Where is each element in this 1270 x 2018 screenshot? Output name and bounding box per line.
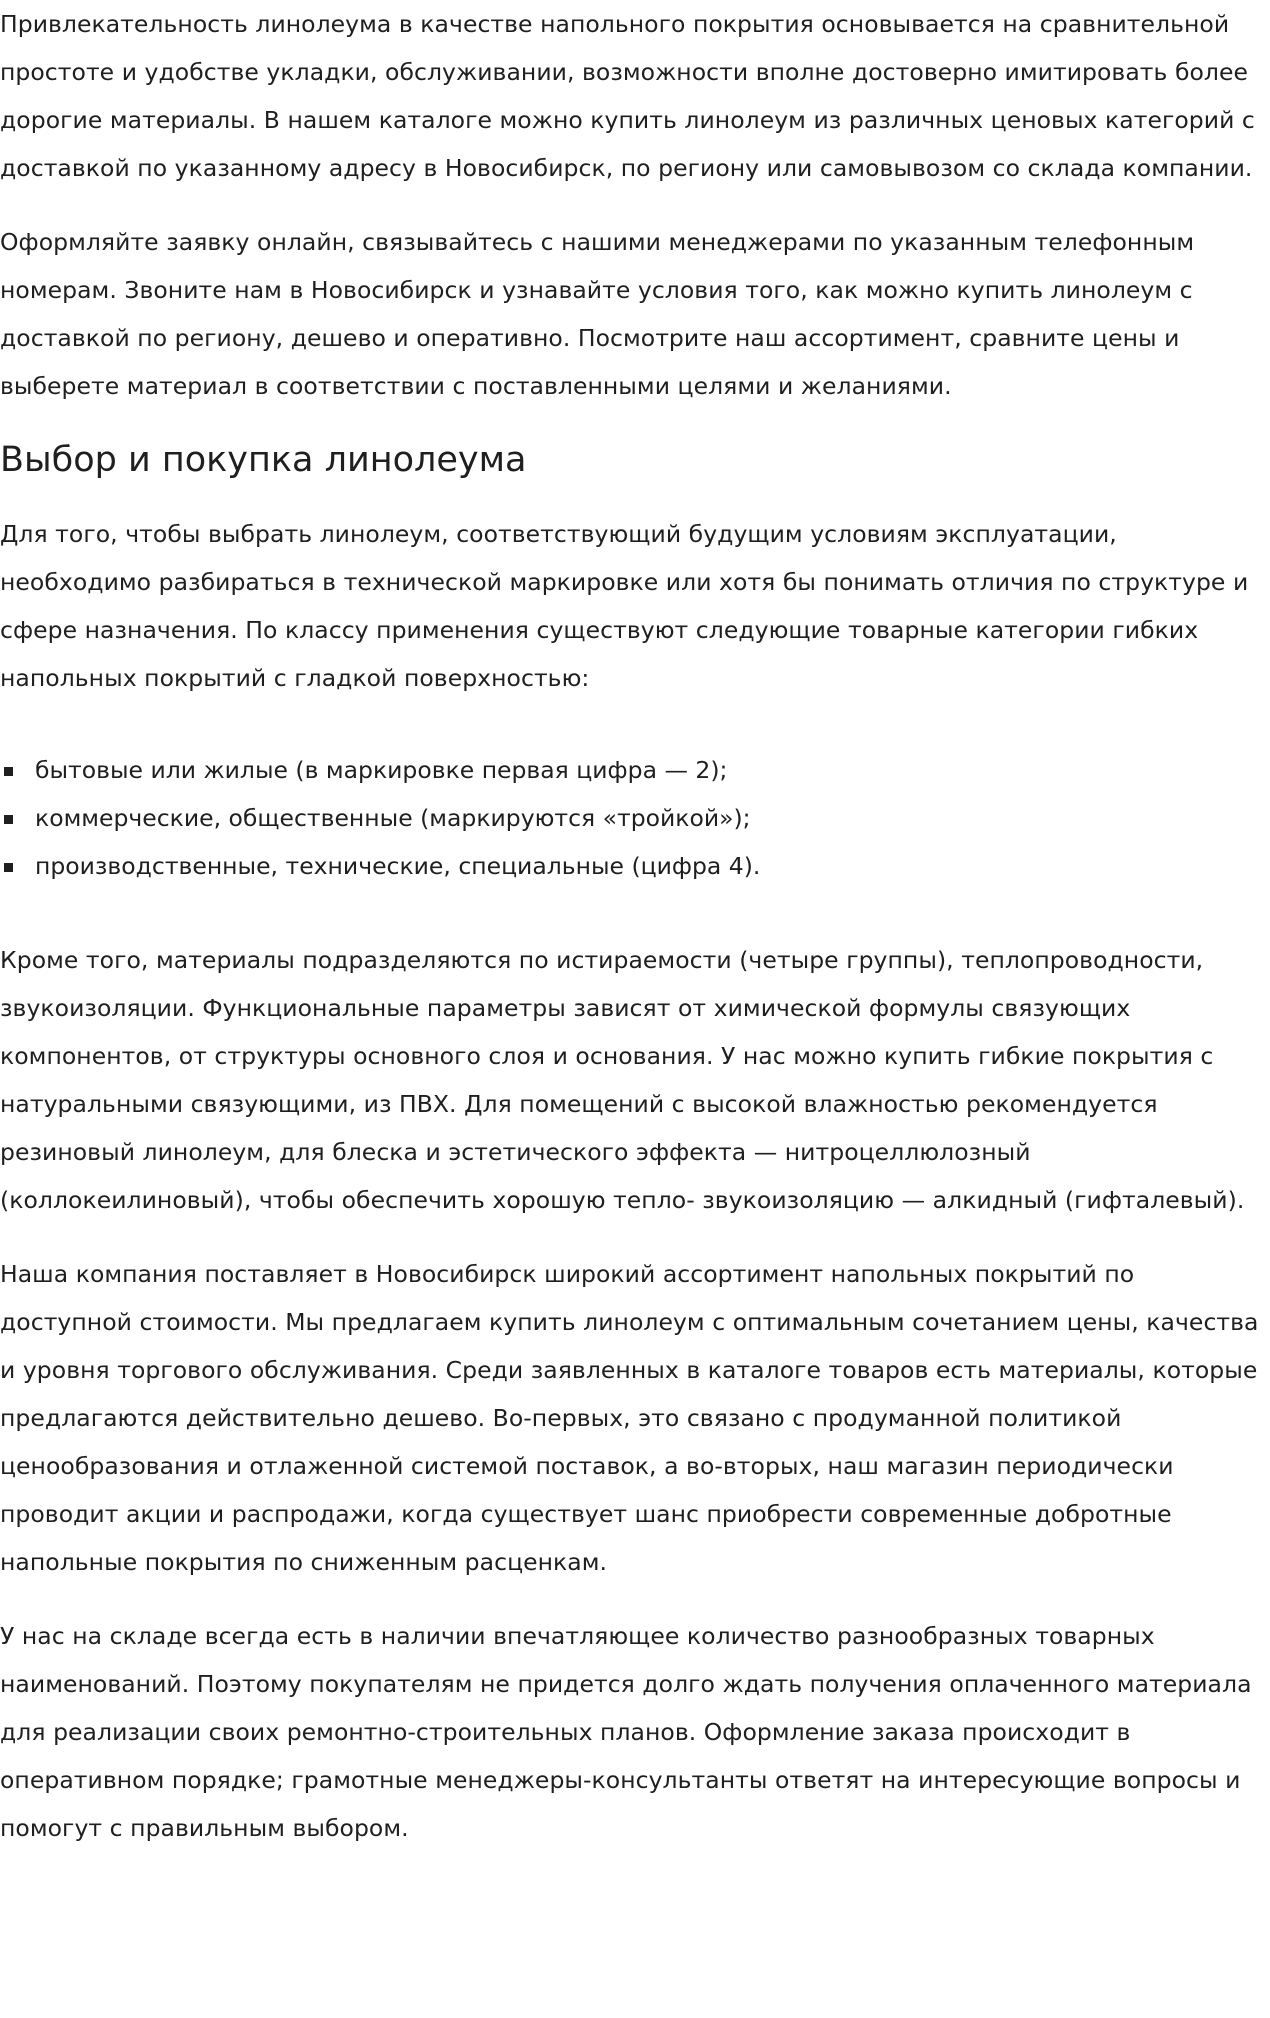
square-bullet-icon: [4, 815, 13, 824]
list-item-text: коммерческие, общественные (маркируются «тройкой»);: [35, 804, 751, 832]
body-paragraph-1: Кроме того, материалы подразделяются по истираемости (четыре группы), теплопроводности, звукоизоляции. Функциональные параметры зависят от химической формулы связующих компонентов, от структуры основного слоя и основания. У нас можно купить гибкие покрытия с натуральными связующими, из ПВХ. Для помещений с высокой влажностью рекомендуется резиновый линолеум, для блеска и эстетического эффекта — нитроцеллюлозный (коллокеилиновый), чтобы обеспечить хорошую тепло- звукоизоляцию — алкидный (гифталевый).: [0, 946, 1245, 1214]
list-item-text: бытовые или жилые (в маркировке первая цифра — 2);: [35, 756, 728, 784]
body-paragraph-3: У нас на складе всегда есть в наличии впечатляющее количество разнообразных товарных наименований. Поэтому покупателям не придется долго ждать получения оплаченного материала для реализации своих ремонтно-строительных планов. Оформление заказа происходит в оперативном порядке; грамотные менеджеры-консультанты ответят на интересующие вопросы и помогут с правильным выбором.: [0, 1622, 1252, 1842]
intro-paragraph-1: Привлекательность линолеума в качестве напольного покрытия основывается на сравнительной простоте и удобстве укладки, обслуживании, возможности вполне достоверно имитировать более дорогие материалы. В нашем каталоге можно купить линолеум из различных ценовых категорий с доставкой по указанному адресу в Новосибирск, по региону или самовывозом со склада компании.: [0, 10, 1255, 182]
section-heading: Выбор и покупка линолеума: [0, 440, 527, 480]
list-item: [0, 794, 1262, 842]
list-item: [0, 842, 1262, 890]
body-paragraph-2: Наша компания поставляет в Новосибирск широкий ассортимент напольных покрытий по доступной стоимости. Мы предлагаем купить линолеум с оптимальным сочетанием цены, качества и уровня торгового обслуживания. Среди заявленных в каталоге товаров есть материалы, которые предлагаются действительно дешево. Во-первых, это связано с продуманной политикой ценообразования и отлаженной системой поставок, а во-вторых, наш магазин периодически проводит акции и распродажи, когда существует шанс приобрести современные добротные напольные покрытия по сниженным расценкам.: [0, 1260, 1259, 1576]
intro-paragraph-2: Оформляйте заявку онлайн, связывайтесь с нашими менеджерами по указанным телефонным номерам. Звоните нам в Новосибирск и узнавайте условия того, как можно купить линолеум с доставкой по региону, дешево и оперативно. Посмотрите наш ассортимент, сравните цены и выберете материал в соответствии с поставленными целями и желаниями.: [0, 228, 1195, 400]
square-bullet-icon: [4, 767, 13, 776]
list-item: [0, 746, 1262, 794]
list-item-text: производственные, технические, специальные (цифра 4).: [35, 852, 761, 880]
square-bullet-icon: [4, 863, 13, 872]
section-lead-paragraph: Для того, чтобы выбрать линолеум, соответствующий будущим условиям эксплуатации, необходимо разбираться в технической маркировке или хотя бы понимать отличия по структуре и сфере назначения. По классу применения существуют следующие товарные категории гибких напольных покрытий с гладкой поверхностью:: [0, 520, 1249, 692]
category-list: [0, 746, 1262, 890]
